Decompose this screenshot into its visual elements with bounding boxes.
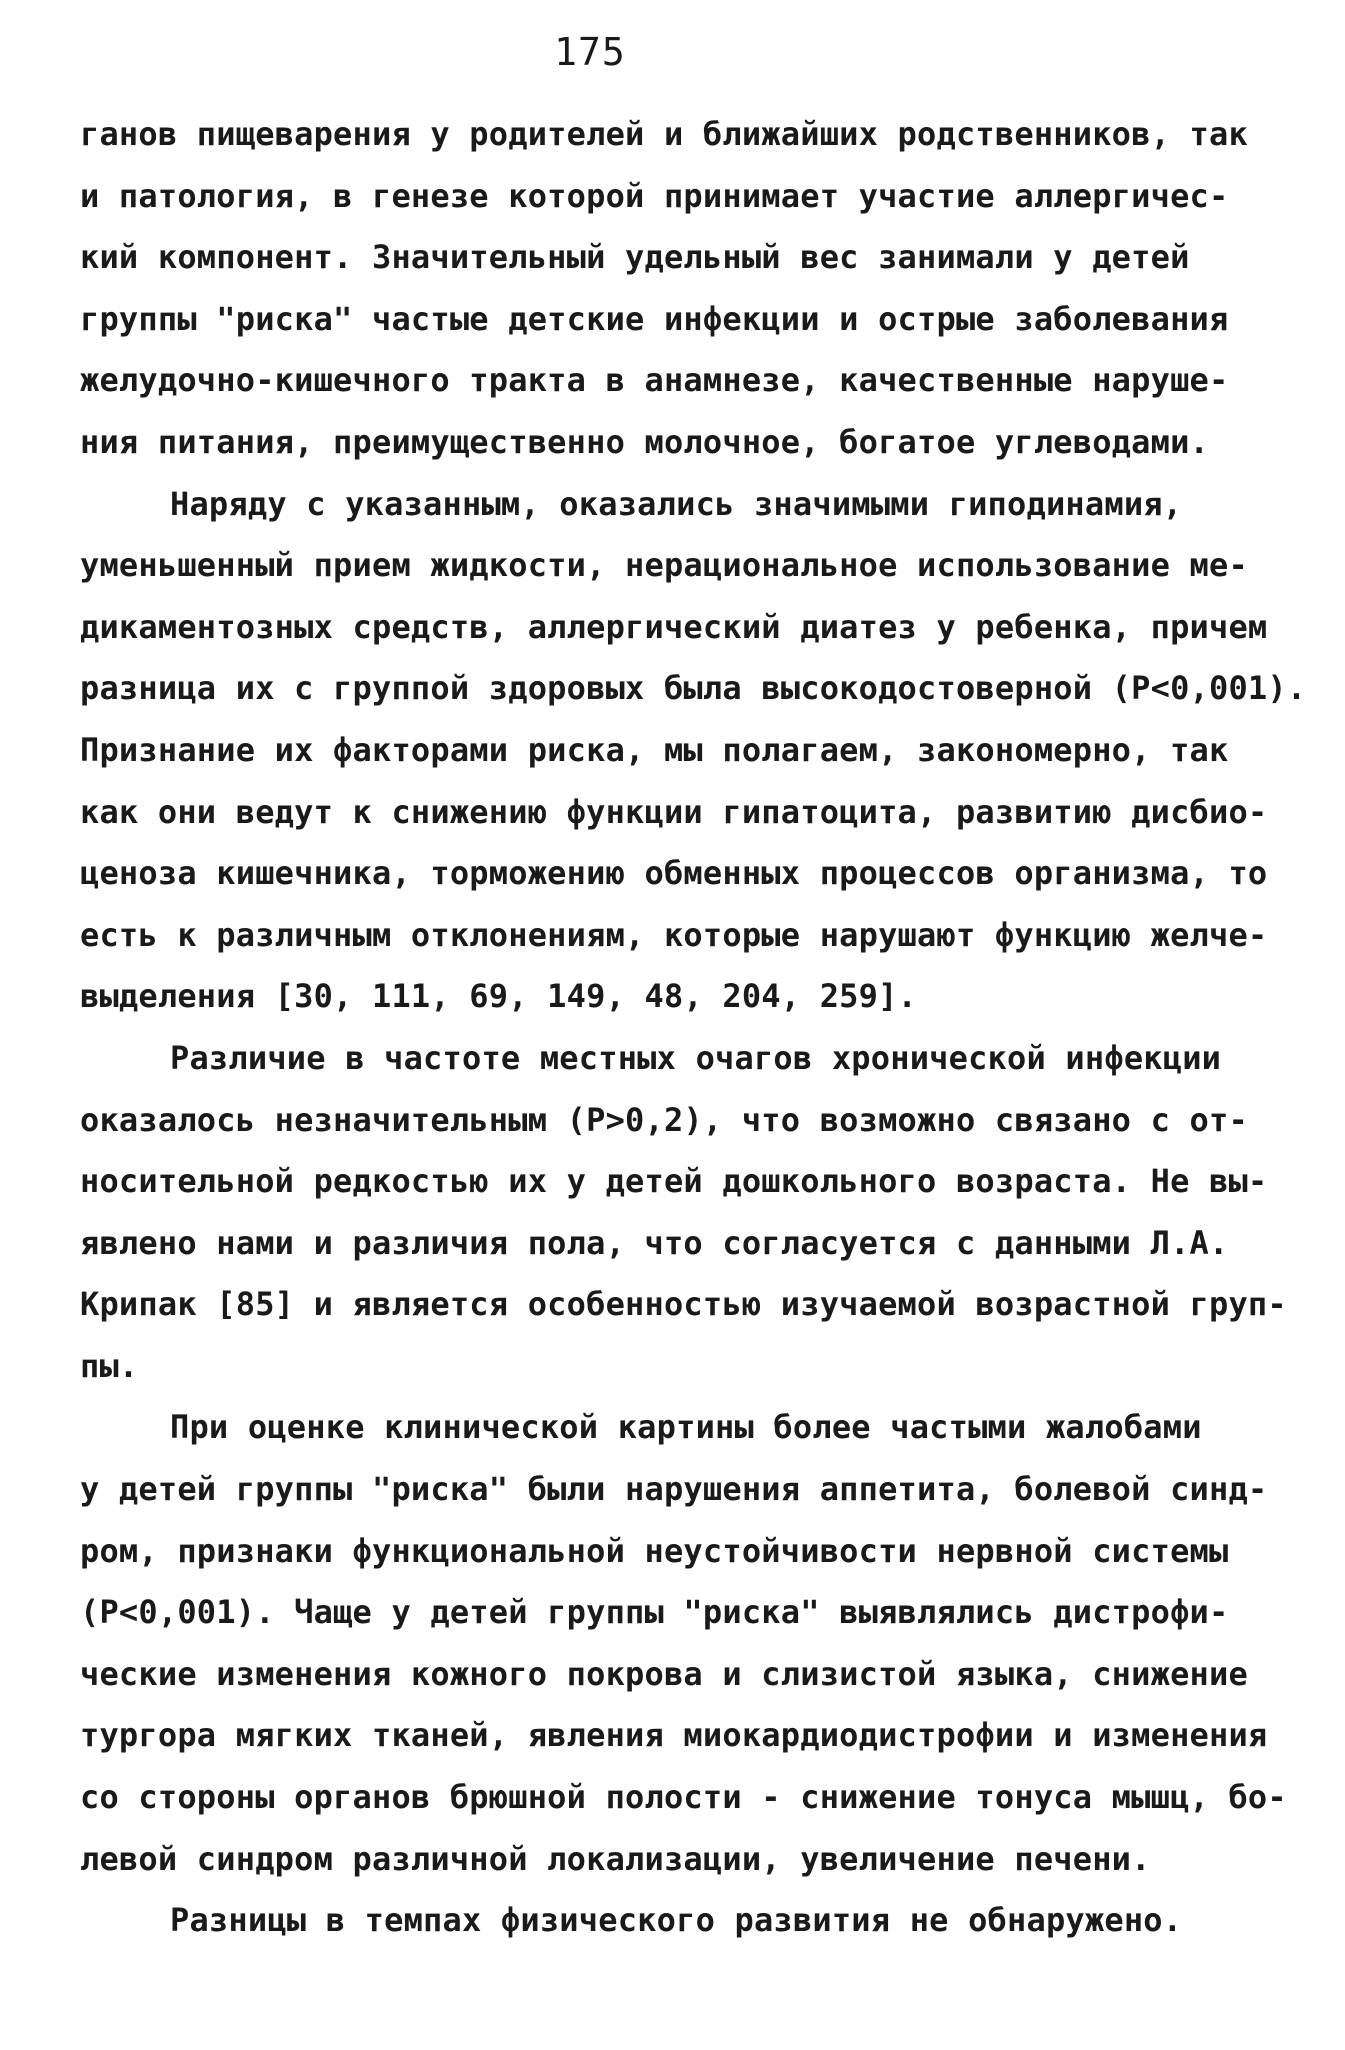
text-line: уменьшенный прием жидкости, нерациональное использование ме- (80, 546, 1248, 585)
text-line: тургора мягких тканей, явления миокардиодистрофии и изменения (80, 1716, 1268, 1755)
text-line: ганов пищеварения у родителей и ближайших родственников, так (80, 115, 1248, 153)
text-line: Разницы в темпах физического развития не обнаружено. (170, 1901, 1183, 1940)
text-line: со стороны органов брюшной полости - снижение тонуса мышц, бо- (80, 1778, 1287, 1817)
text-line: кий компонент. Значительный удельный вес занимали у детей (80, 238, 1190, 277)
text-line: ния питания, преимущественно молочное, богатое углеводами. (80, 422, 1210, 461)
text-line: ценоза кишечника, торможению обменных процессов организма, то (80, 854, 1268, 893)
text-line: группы "риска" частые детские инфекции и острые заболевания (80, 299, 1229, 338)
text-line: левой синдром различной локализации, увеличение печени. (80, 1839, 1151, 1878)
text-line: ческие изменения кожного покрова и слизистой языка, снижение (80, 1654, 1248, 1693)
text-line: оказалось незначительным (P>0,2), что возможно связано с от- (80, 1100, 1248, 1139)
page-number: 175 (554, 30, 626, 74)
text-line: дикаментозных средств, аллергический диатез у ребенка, причем (80, 607, 1268, 646)
text-line: явлено нами и различия пола, что согласуется с данными Л.А. (80, 1223, 1229, 1262)
text-line: носительной редкостью их у детей дошкольного возраста. Не вы- (80, 1162, 1268, 1201)
text-line: желудочно-кишечного тракта в анамнезе, качественные наруше- (80, 361, 1229, 400)
body-text (80, 104, 1307, 1952)
text-line: Признание их факторами риска, мы полагаем, закономерно, так (80, 730, 1229, 769)
text-line: разница их с группой здоровых была высокодостоверной (P<0,001). (80, 669, 1307, 708)
text-line: (P<0,001). Чаще у детей группы "риска" выявлялись дистрофи- (80, 1593, 1229, 1632)
text-line: выделения [30, 111, 69, 149, 48, 204, 259]. (80, 977, 918, 1016)
text-line: Крипак [85] и является особенностью изучаемой возрастной груп- (80, 1285, 1287, 1324)
text-line: и патология, в генезе которой принимает участие аллергичес- (80, 176, 1229, 215)
text-line: Наряду с указанным, оказались значимыми гиподинамия, (170, 484, 1183, 523)
text-line: пы. (80, 1346, 139, 1385)
text-line: При оценке клинической картины более частыми жалобами (170, 1408, 1202, 1447)
text-line: Различие в частоте местных очагов хронической инфекции (170, 1038, 1222, 1077)
text-line: есть к различным отклонениям, которые нарушают функцию желче- (80, 915, 1268, 954)
text-line: у детей группы "риска" были нарушения аппетита, болевой синд- (80, 1470, 1268, 1509)
text-line: как они ведут к снижению функции гипатоцита, развитию дисбио- (80, 792, 1268, 831)
text-line: ром, признаки функциональной неустойчивости нервной системы (80, 1531, 1229, 1570)
